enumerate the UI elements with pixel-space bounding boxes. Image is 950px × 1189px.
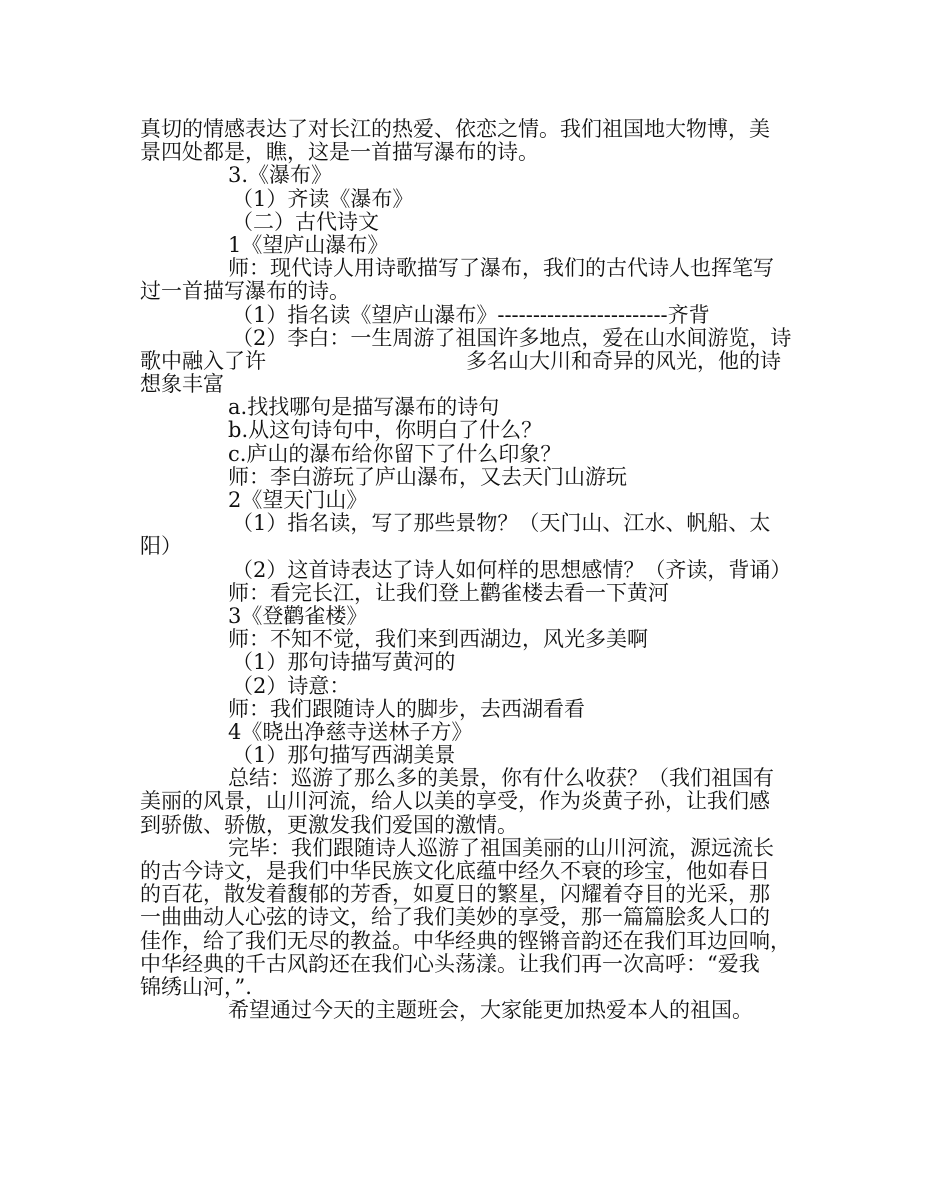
- text-line: 师：我们跟随诗人的脚步，去西湖看看: [228, 696, 585, 721]
- poem-heading: 1《望庐山瀑布》: [228, 232, 389, 257]
- question-item: a.找找哪句是描写瀑布的诗句: [228, 395, 500, 420]
- text-line: 师：现代诗人用诗歌描写了瀑布，我们的古代诗人也挥笔写: [228, 256, 774, 281]
- text-line: 师：不知不觉，我们来到西湖边，风光多美啊: [228, 627, 648, 652]
- text-line: 想象丰富: [140, 372, 224, 397]
- text-line: 锦绣山河，”.: [140, 974, 252, 999]
- text-line: （2）李白：一生周游了祖国许多地点，爱在山水间游览，诗: [232, 325, 792, 350]
- text-line: [140, 350, 820, 373]
- text-line: （1）那句描写西湖美景: [232, 743, 456, 768]
- text-fragment: 多名山大川和奇异的风光，他的诗: [466, 348, 781, 373]
- question-item: c.庐山的瀑布给你留下了什么印象？: [228, 441, 562, 466]
- text-line: （1）指名读，写了那些景物？（天门山、江水、帆船、太: [232, 511, 771, 536]
- text-line: （1）那句诗描写黄河的: [232, 650, 456, 675]
- text-line: 完毕：我们跟随诗人巡游了祖国美丽的山川河流，源远流长: [228, 835, 774, 860]
- text-line: 师：看完长江，让我们登上鹳雀楼去看一下黄河: [228, 580, 669, 605]
- poem-heading: 4《晓出净慈寺送林子方》: [228, 719, 473, 744]
- document-body: [140, 118, 820, 1022]
- text-line: 中华经典的千古风韵还在我们心头荡漾。让我们再一次高呼：“爱我: [140, 951, 760, 976]
- section-heading: 3.《瀑布》: [228, 163, 333, 188]
- text-line: 希望通过今天的主题班会，大家能更加热爱本人的祖国。: [228, 998, 753, 1023]
- text-fragment: 歌中融入了许: [140, 348, 266, 373]
- text-line: 美丽的风景，山川河流，给人以美的享受，作为炎黄子孙，让我们感: [140, 789, 770, 814]
- text-line: （1）指名读《望庐山瀑布》------------------------齐背: [232, 302, 710, 327]
- text-line: 到骄傲、骄傲，更激发我们爱国的激情。: [140, 812, 518, 837]
- text-line: 一曲曲动人心弦的诗文，给了我们美妙的享受，那一篇篇脍炙人口的: [140, 905, 770, 930]
- text-line: （1）齐读《瀑布》: [232, 186, 414, 211]
- text-line: 的古今诗文，是我们中华民族文化底蕴中经久不衰的珍宝，他如春日: [140, 859, 770, 883]
- poem-heading: 2《望天门山》: [228, 488, 368, 512]
- section-heading: （二）古代诗文: [232, 209, 379, 234]
- text-line: 过一首描写瀑布的诗。: [140, 279, 350, 304]
- text-line: 总结：巡游了那么多的美景，你有什么收获？（我们祖国有: [228, 766, 774, 791]
- question-item: b.从这句诗句中，你明白了什么？: [228, 418, 543, 443]
- text-line: 真切的情感表达了对长江的热爱、依恋之情。我们祖国地大物博，美: [140, 117, 770, 141]
- text-line: 景四处都是，瞧，这是一首描写瀑布的诗。: [140, 140, 539, 165]
- text-line: 师：李白游玩了庐山瀑布，又去天门山游玩: [228, 464, 627, 489]
- text-line: 的百花，散发着馥郁的芳香，如夏日的繁星，闪耀着夺目的光采，那: [140, 882, 770, 907]
- text-line: 佳作，给了我们无尽的教益。中华经典的铿锵音韵还在我们耳边回响，: [140, 928, 791, 953]
- poem-heading: 3《登鹳雀楼》: [228, 603, 368, 628]
- text-line: （2）诗意：: [232, 673, 351, 698]
- text-line: （2）这首诗表达了诗人如何样的思想感情？（齐读，背诵）: [232, 557, 792, 582]
- text-line: 阳）: [140, 534, 182, 559]
